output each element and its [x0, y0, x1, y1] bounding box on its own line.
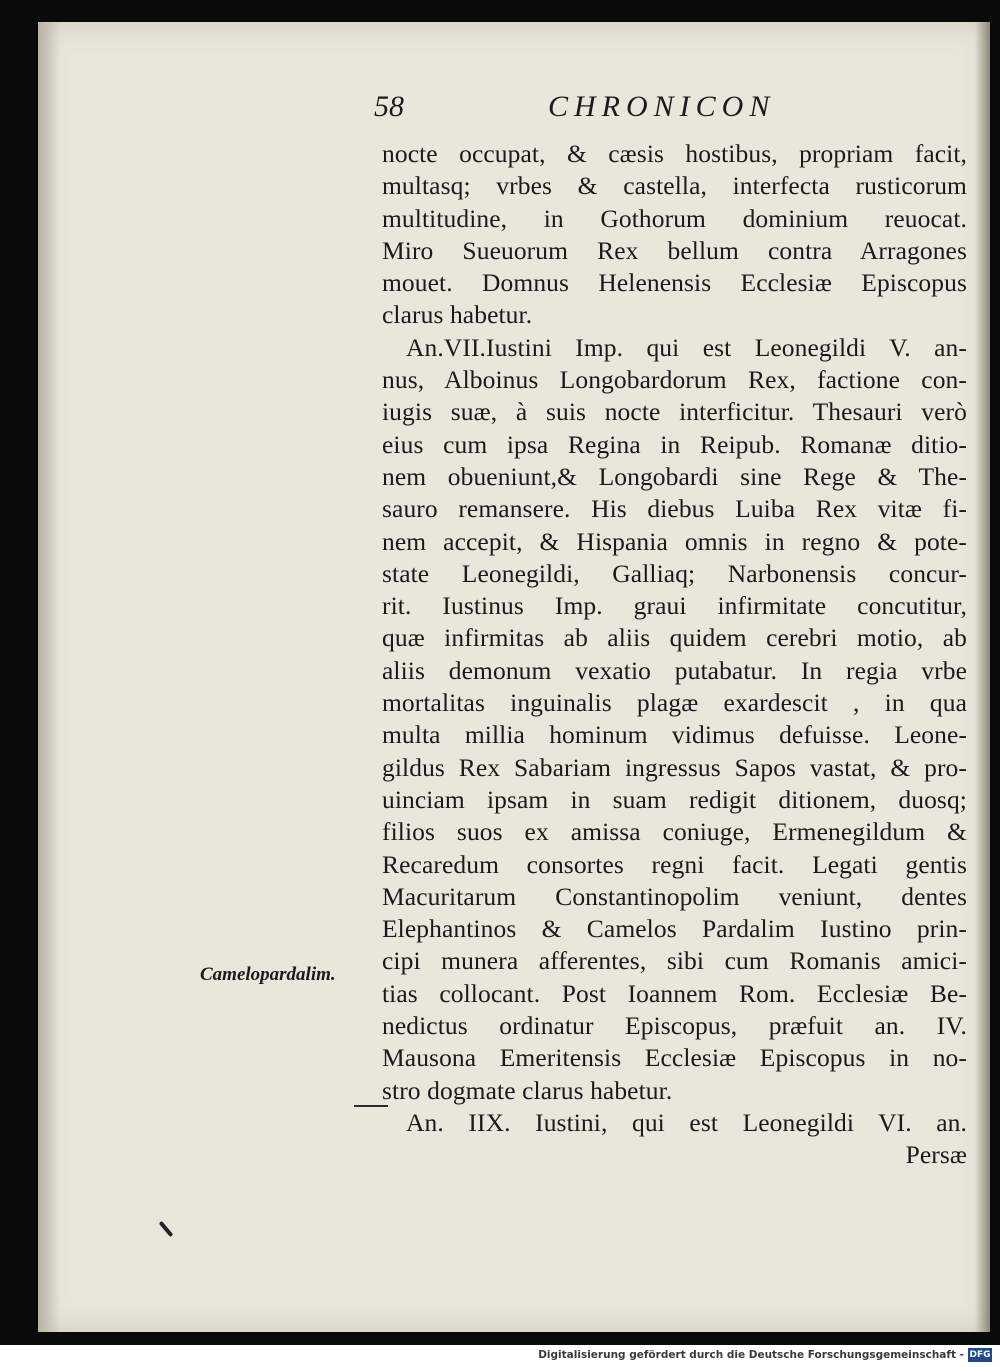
text-line: Mausona Emeritensis Ecclesiæ Episcopus in no-	[382, 1043, 967, 1073]
catchword: Persæ	[905, 1140, 967, 1170]
text-line: rit. Iustinus Imp. graui infirmitate concutitur,	[382, 591, 967, 621]
text-line: quæ infirmitas ab aliis quidem cerebri motio, ab	[382, 623, 967, 653]
text-line: stro dogmate clarus habetur.	[382, 1075, 673, 1105]
text-line: multa millia hominum vidimus defuisse. Leone-	[382, 720, 967, 750]
text-line: Miro Sueuorum Rex bellum contra Arragones	[382, 235, 967, 265]
page-number: 58	[374, 90, 404, 123]
running-head: CHRONICON	[548, 90, 776, 123]
dfg-logo-icon: DFG	[969, 1350, 991, 1360]
text-line: gildus Rex Sabariam ingressus Sapos vastat, & pro-	[382, 752, 967, 782]
text-line: Macuritarum Constantinopolim veniunt, dentes	[382, 881, 967, 911]
text-line: Elephantinos & Camelos Pardalim Iustino prin-	[382, 914, 967, 944]
text-line: iugis suæ, à suis nocte interficitur. Thesauri verò	[382, 397, 967, 427]
page-edge-shadow	[975, 22, 990, 1332]
text-line: uinciam ipsam in suam redigit ditionem, duosq;	[382, 784, 967, 814]
text-line: multasq; vrbes & castella, interfecta rusticorum	[382, 171, 967, 201]
text-line: cipi munera afferentes, sibi cum Romanis amici-	[382, 946, 967, 976]
text-line: mortalitas inguinalis plagæ exardescit , in qua	[382, 688, 967, 718]
text-line: aliis demonum vexatio putabatur. In regia vrbe	[382, 655, 967, 685]
text-line: multitudine, in Gothorum dominium reuocat.	[382, 203, 967, 233]
marginal-note: Camelopardalim.	[200, 964, 336, 985]
text-line: filios suos ex amissa coniuge, Ermenegildum &	[382, 817, 967, 847]
text-line: eius cum ipsa Regina in Reipub. Romanæ ditio-	[382, 429, 967, 459]
text-line: An. IIX. Iustini, qui est Leonegildi VI. an.	[406, 1107, 967, 1137]
page-header	[372, 90, 972, 130]
text-line: nem accepit, & Hispania omnis in regno & pote-	[382, 526, 967, 556]
text-line: tias collocant. Post Ioannem Rom. Ecclesiæ Be-	[382, 978, 967, 1008]
body-text	[382, 138, 967, 1172]
text-line: nocte occupat, & cæsis hostibus, propriam facit,	[382, 139, 967, 168]
text-line: clarus habetur.	[382, 300, 533, 330]
text-line: nem obueniunt,& Longobardi sine Rege & The-	[382, 461, 967, 491]
text-line: An.VII.Iustini Imp. qui est Leonegildi V. an-	[406, 332, 967, 362]
text-line: mouet. Domnus Helenensis Ecclesiæ Episcopus	[382, 268, 967, 298]
text-line: sauro remansere. His diebus Luiba Rex vitæ fi-	[382, 494, 967, 524]
funding-notice: Digitalisierung gefördert durch die Deutsche Forschungsgemeinschaft -	[538, 1349, 964, 1361]
text-line: nus, Alboinus Longobardorum Rex, factione con-	[382, 365, 967, 395]
text-line: Recaredum consortes regni facit. Legati gentis	[382, 849, 967, 879]
text-line: state Leonegildi, Galliaq; Narbonensis concur-	[382, 558, 967, 588]
text-line: nedictus ordinatur Episcopus, præfuit an. IV.	[382, 1011, 967, 1041]
page-gutter-shadow	[38, 22, 60, 1332]
